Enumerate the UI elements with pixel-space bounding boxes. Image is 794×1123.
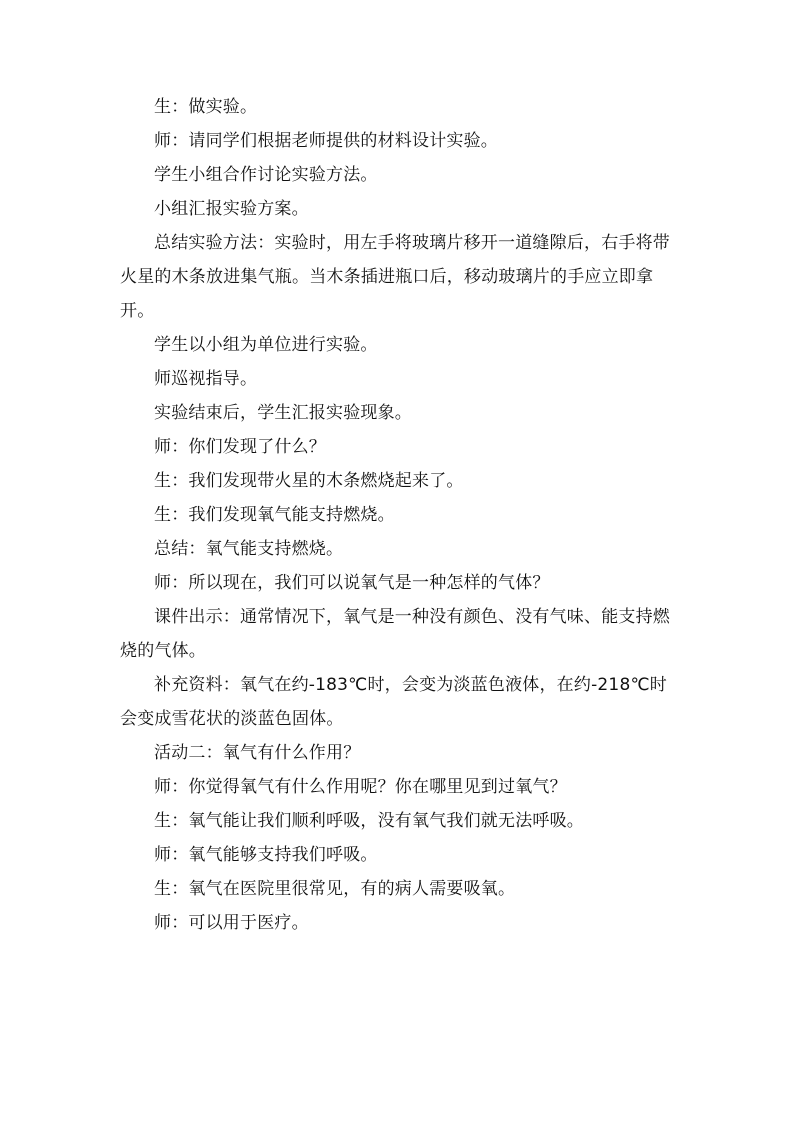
paragraph: 师：氧气能够支持我们呼吸。	[154, 845, 378, 865]
paragraph: 师：你觉得氧气有什么作用呢？你在哪里见到过氧气？	[154, 777, 567, 797]
paragraph: 师：你们发现了什么？	[154, 437, 326, 457]
paragraph: 师：请同学们根据老师提供的材料设计实验。	[154, 131, 498, 151]
paragraph: 小组汇报实验方案。	[154, 199, 309, 219]
paragraph: 课件出示：通常情况下，氧气是一种没有颜色、没有气味、能支持燃烧的气体。	[120, 607, 670, 661]
paragraph: 总结实验方法：实验时，用左手将玻璃片移开一道缝隙后，右手将带火星的木条放进集气瓶。当木条插进瓶口后，移动玻璃片的手应立即拿开。	[120, 233, 670, 321]
paragraph: 师：所以现在，我们可以说氧气是一种怎样的气体？	[154, 573, 550, 593]
paragraph: 总结：氧气能支持燃烧。	[154, 539, 344, 559]
paragraph: 实验结束后，学生汇报实验现象。	[154, 403, 412, 423]
paragraph: 生：我们发现氧气能支持燃烧。	[154, 505, 395, 525]
paragraph: 学生以小组为单位进行实验。	[154, 335, 378, 355]
paragraph: 生：氧气能让我们顺利呼吸，没有氧气我们就无法呼吸。	[154, 811, 584, 831]
paragraph: 生：做实验。	[154, 97, 258, 117]
paragraph: 师巡视指导。	[154, 369, 258, 389]
paragraph: 学生小组合作讨论实验方法。	[154, 165, 378, 185]
document-body	[120, 90, 680, 940]
paragraph: 生：氧气在医院里很常见，有的病人需要吸氧。	[154, 879, 516, 899]
paragraph: 师：可以用于医疗。	[154, 913, 309, 933]
paragraph: 活动二：氧气有什么作用？	[154, 743, 361, 763]
paragraph: 生：我们发现带火星的木条燃烧起来了。	[154, 471, 464, 491]
paragraph: 补充资料：氧气在约-183℃时，会变为淡蓝色液体，在约-218℃时会变成雪花状的淡蓝色固体。	[120, 675, 667, 729]
